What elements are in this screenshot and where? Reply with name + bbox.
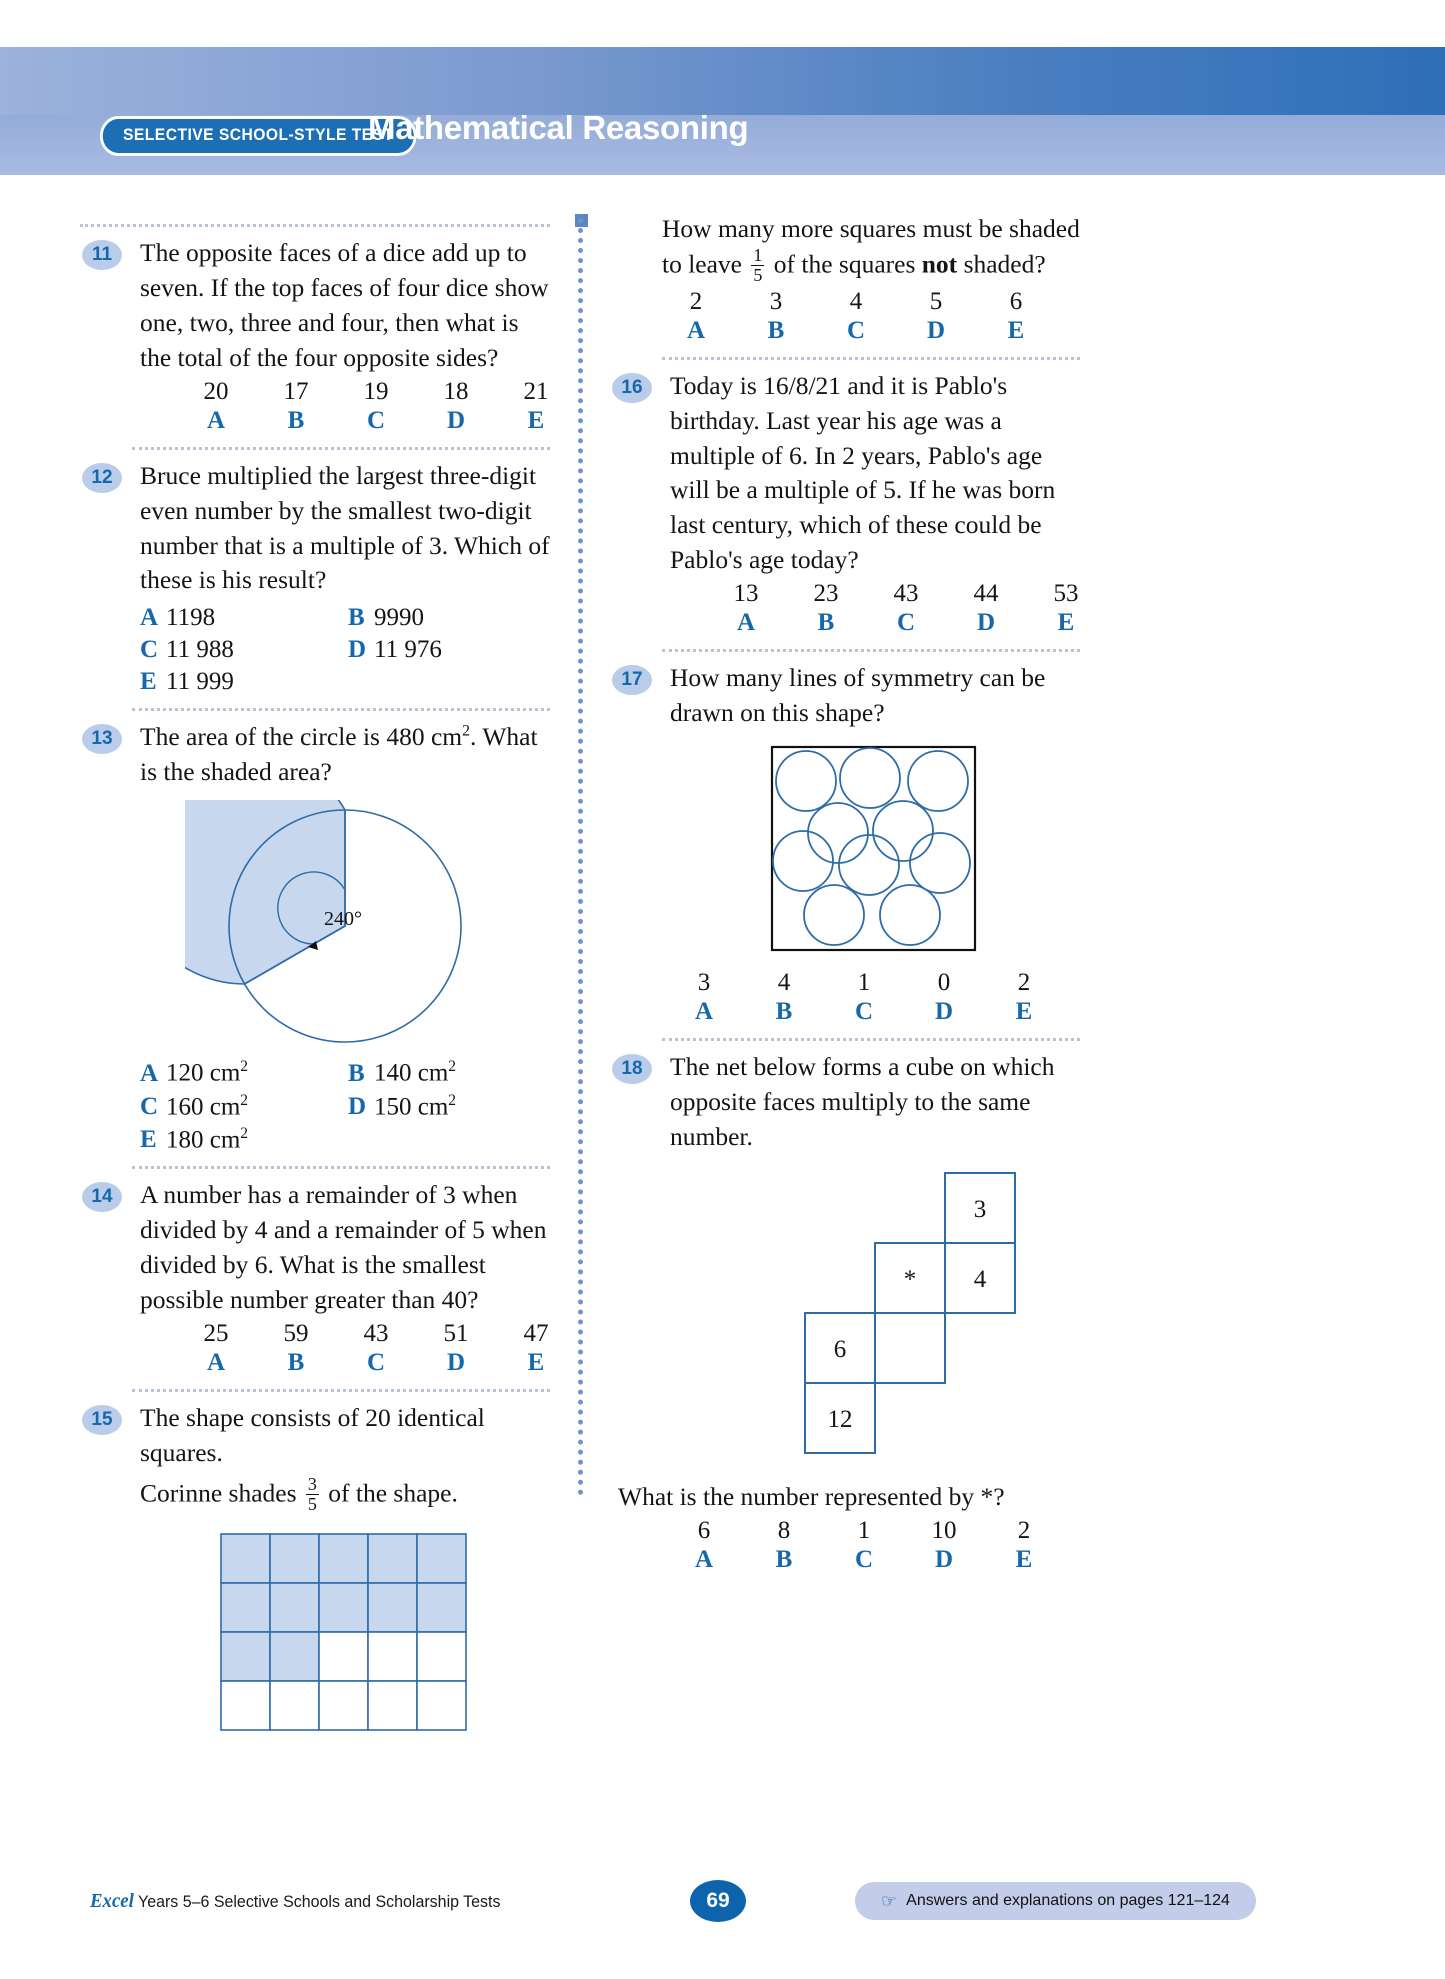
bounding-square <box>772 747 975 950</box>
option-letter[interactable]: E <box>1007 316 1025 344</box>
option-letter[interactable]: D <box>934 1545 954 1573</box>
option-value: 11 976 <box>374 636 442 664</box>
question-separator <box>662 357 1080 360</box>
option-letter[interactable]: B <box>775 998 793 1026</box>
continuation-text-mid: of the squares <box>773 249 916 279</box>
shape-grid-figure <box>140 1533 550 1733</box>
question-text: The net below forms a cube on which opposite faces multiply to the same number. <box>670 1052 1055 1151</box>
option-letter[interactable]: C <box>366 1348 386 1376</box>
pie-240-svg <box>185 800 505 1052</box>
page-header-band <box>0 47 1445 207</box>
question-text: Today is 16/8/21 and it is Pablo's birthday. Last year his age was a multiple of 6. In 2 years, Pablo's age will be a multiple of 5. If he was born last century, which of these could be Pablo's age today? <box>670 370 1056 575</box>
superscript-2: 2 <box>240 1058 249 1076</box>
option-value[interactable]: 3 <box>769 287 783 315</box>
option-letter[interactable]: E <box>1015 998 1033 1026</box>
question-separator <box>132 1166 550 1169</box>
grid-cell-empty <box>270 1681 319 1730</box>
option-letter[interactable]: E <box>527 1348 545 1376</box>
option-value[interactable]: 47 <box>523 1319 549 1347</box>
grid-cell-shaded <box>417 1534 466 1583</box>
option-value: 11 999 <box>166 668 234 696</box>
grid-cell-shaded <box>221 1534 270 1583</box>
option-d[interactable] <box>348 1092 556 1121</box>
option-letter[interactable]: B <box>775 1545 793 1573</box>
grid-cells <box>221 1534 466 1730</box>
option-a[interactable] <box>140 604 348 632</box>
question-separator <box>80 224 550 227</box>
grid-cell-empty <box>417 1681 466 1730</box>
option-value[interactable]: 2 <box>689 287 703 315</box>
option-letter: B <box>348 1059 365 1087</box>
grid-cell-empty <box>319 1681 368 1730</box>
page-number-badge: 69 <box>690 1880 746 1922</box>
superscript-2: 2 <box>448 1058 457 1076</box>
option-value[interactable]: 51 <box>443 1319 469 1347</box>
option-value[interactable]: 6 <box>1009 287 1023 315</box>
grid-cell-shaded <box>221 1632 270 1681</box>
continuation-text-before: How many more squares must be shaded to leave <box>662 214 1080 279</box>
question-number: 12 <box>82 463 122 493</box>
question-text-before: The area of the circle is 480 cm <box>140 722 463 752</box>
option-letter: C <box>140 636 159 664</box>
option-letter: D <box>348 636 367 664</box>
option-letter[interactable]: A <box>694 998 714 1026</box>
option-value[interactable]: 4 <box>849 287 863 315</box>
answer-options-grid[interactable] <box>140 1058 550 1154</box>
superscript-2: 2 <box>462 722 471 740</box>
question-separator <box>132 708 550 711</box>
answer-options-grid[interactable] <box>140 604 550 696</box>
option-value[interactable]: 43 <box>363 1319 389 1347</box>
option-value: 180 cm <box>166 1126 241 1154</box>
question-number: 17 <box>612 665 652 695</box>
grid-cell-shaded <box>221 1583 270 1632</box>
option-value[interactable]: 2 <box>1017 969 1031 997</box>
option-value[interactable]: 10 <box>931 1516 957 1544</box>
answer-options-row[interactable] <box>656 288 1056 345</box>
question-18 <box>610 1050 1080 1574</box>
option-e[interactable] <box>140 1125 348 1154</box>
fraction-numerator: 1 <box>753 244 763 265</box>
question-separator <box>662 649 1080 652</box>
continuation-text-after: shaded? <box>963 249 1046 279</box>
fraction-three-fifths <box>306 1475 319 1514</box>
option-c[interactable] <box>140 1092 348 1121</box>
net-label-top: 3 <box>973 1195 987 1223</box>
grid-cell-shaded <box>319 1534 368 1583</box>
option-letter[interactable]: E <box>527 406 545 434</box>
question-text-line-1: The shape consists of 20 identical squares. <box>140 1402 485 1467</box>
option-letter[interactable]: C <box>846 316 866 344</box>
option-value[interactable]: 53 <box>1053 580 1079 608</box>
option-value[interactable]: 25 <box>203 1319 229 1347</box>
circles-in-square-figure <box>670 745 1080 955</box>
question-separator <box>662 1038 1080 1041</box>
option-value: 11 988 <box>166 636 234 664</box>
bold-not: not <box>921 249 958 279</box>
cube-net-figure <box>670 1171 1080 1476</box>
option-letter[interactable]: B <box>287 1348 305 1376</box>
option-letter[interactable]: D <box>926 316 946 344</box>
option-b[interactable] <box>348 1058 556 1087</box>
option-value[interactable]: 13 <box>733 580 759 608</box>
option-value[interactable]: 59 <box>283 1319 309 1347</box>
brand-name: Excel <box>90 1890 134 1912</box>
footer-brand-line <box>90 1890 500 1913</box>
option-value[interactable]: 18 <box>443 377 469 405</box>
question-12 <box>80 459 550 697</box>
question-14 <box>80 1178 550 1377</box>
option-letter[interactable]: A <box>686 316 706 344</box>
option-value[interactable]: 23 <box>813 580 839 608</box>
superscript-2: 2 <box>448 1091 457 1109</box>
option-value: 1198 <box>166 604 216 632</box>
grid-cell-empty <box>368 1681 417 1730</box>
column-divider <box>578 218 583 1496</box>
question-text-line-2 <box>140 1473 550 1515</box>
answer-options-row[interactable] <box>176 1320 576 1377</box>
option-value[interactable]: 3 <box>697 969 711 997</box>
shade-text-after: of the shape. <box>328 1477 458 1507</box>
question-number: 11 <box>82 240 122 270</box>
option-letter: C <box>140 1092 159 1120</box>
option-value[interactable]: 0 <box>937 969 951 997</box>
question-text: How many lines of symmetry can be drawn on this shape? <box>670 663 1046 728</box>
answers-reference-text: Answers and explanations on pages 121–124 <box>906 1892 1230 1909</box>
question-number: 13 <box>82 724 122 754</box>
question-15-continuation <box>610 212 1080 345</box>
option-value[interactable]: 17 <box>283 377 309 405</box>
question-13 <box>80 720 550 1154</box>
question-text: The opposite faces of a dice add up to seven. If the top faces of four dice show one, two, three and four, then what is the total of the four opposite sides? <box>140 238 549 372</box>
page-footer <box>0 1880 1445 1940</box>
angle-label: 240° <box>324 908 362 931</box>
net-label-bottom: 12 <box>827 1405 853 1433</box>
question-follow-up: What is the number represented by *? <box>618 1481 1005 1511</box>
option-letter: D <box>348 1092 367 1120</box>
option-letter[interactable]: C <box>366 406 386 434</box>
circles-in-square-svg <box>770 745 980 955</box>
question-separator <box>132 447 550 450</box>
grid-cell-empty <box>417 1632 466 1681</box>
grid-cell-empty <box>319 1632 368 1681</box>
net-cell-blank <box>875 1313 945 1383</box>
circle-sector-figure <box>140 800 550 1052</box>
option-letter[interactable]: A <box>206 1348 226 1376</box>
fraction-one-fifth <box>751 246 764 285</box>
option-letter[interactable]: C <box>854 998 874 1026</box>
grid-cell-empty <box>221 1681 270 1730</box>
option-letter[interactable]: B <box>817 609 835 637</box>
grid-20-squares-svg <box>220 1533 470 1733</box>
question-separator <box>132 1389 550 1392</box>
option-value[interactable]: 44 <box>973 580 999 608</box>
pointing-hand-icon: ☞ <box>881 1890 898 1911</box>
question-number: 14 <box>82 1182 122 1212</box>
option-letter: E <box>140 1126 157 1154</box>
option-value[interactable]: 8 <box>777 1516 791 1544</box>
option-value: 160 cm <box>166 1092 241 1120</box>
test-style-badge: SELECTIVE SCHOOL-STYLE TEST <box>100 116 417 156</box>
series-name: Years 5–6 Selective Schools and Scholarship Tests <box>138 1892 501 1911</box>
fraction-numerator: 3 <box>307 1473 317 1494</box>
answer-options-row[interactable] <box>664 969 1064 1026</box>
option-value: 150 cm <box>374 1092 449 1120</box>
option-letter[interactable]: A <box>694 1545 714 1573</box>
question-11 <box>80 236 550 435</box>
superscript-2: 2 <box>240 1091 249 1109</box>
option-b[interactable] <box>348 604 556 632</box>
question-number: 15 <box>82 1405 122 1435</box>
question-number: 16 <box>612 373 652 403</box>
page-title: Mathematical Reasoning <box>368 109 749 146</box>
grid-cell-shaded <box>368 1534 417 1583</box>
shaded-sector <box>185 800 345 984</box>
option-letter[interactable]: C <box>854 1545 874 1573</box>
left-column <box>80 212 550 1737</box>
option-letter: B <box>348 604 365 632</box>
option-letter: E <box>140 668 157 696</box>
option-letter[interactable]: D <box>446 1348 466 1376</box>
net-label-right: 4 <box>973 1265 987 1293</box>
option-value[interactable]: 19 <box>363 377 389 405</box>
grid-cell-shaded <box>270 1632 319 1681</box>
grid-cell-shaded <box>319 1583 368 1632</box>
option-letter[interactable]: D <box>976 609 996 637</box>
grid-cell-empty <box>368 1632 417 1681</box>
option-letter[interactable]: A <box>206 406 226 434</box>
option-value[interactable]: 20 <box>203 377 229 405</box>
option-e[interactable] <box>140 668 348 696</box>
superscript-2: 2 <box>240 1124 249 1142</box>
question-text <box>140 720 550 790</box>
question-text: Bruce multiplied the largest three-digit even number by the smallest two-digit number that is a multiple of 3. Which of these is his result? <box>140 460 550 595</box>
option-value[interactable]: 21 <box>523 377 549 405</box>
option-a[interactable] <box>140 1058 348 1087</box>
option-value[interactable]: 1 <box>857 969 871 997</box>
option-d[interactable] <box>348 636 556 664</box>
fraction-denominator: 5 <box>307 1493 317 1514</box>
option-letter: A <box>140 604 159 632</box>
option-letter[interactable]: E <box>1015 1545 1033 1573</box>
question-text-after: . What is the shaded area? <box>140 722 538 787</box>
option-letter[interactable]: B <box>287 406 305 434</box>
option-value[interactable]: 43 <box>893 580 919 608</box>
option-value: 9990 <box>374 604 424 632</box>
fraction-denominator: 5 <box>753 264 763 285</box>
option-value: 120 cm <box>166 1059 241 1087</box>
right-column <box>610 212 1080 1578</box>
option-value[interactable]: 2 <box>1017 1516 1031 1544</box>
option-value[interactable]: 5 <box>929 287 943 315</box>
option-value[interactable]: 1 <box>857 1516 871 1544</box>
option-letter[interactable]: D <box>934 998 954 1026</box>
cube-net-svg <box>670 1171 1080 1471</box>
grid-cell-shaded <box>270 1534 319 1583</box>
answers-reference-pill[interactable] <box>855 1882 1256 1920</box>
header-top-gradient <box>0 47 1445 115</box>
grid-cell-shaded <box>417 1583 466 1632</box>
grid-cell-shaded <box>270 1583 319 1632</box>
answer-options-row[interactable] <box>706 580 1106 637</box>
question-15 <box>80 1401 550 1733</box>
option-letter[interactable]: B <box>767 316 785 344</box>
option-c[interactable] <box>140 636 348 664</box>
question-17 <box>610 661 1080 1026</box>
option-letter: A <box>140 1059 159 1087</box>
option-value: 140 cm <box>374 1059 449 1087</box>
option-letter[interactable]: D <box>446 406 466 434</box>
option-letter[interactable]: C <box>896 609 916 637</box>
shade-text-before: Corinne shades <box>140 1477 297 1507</box>
grid-cell-shaded <box>368 1583 417 1632</box>
net-label-star: * <box>903 1265 917 1293</box>
question-16 <box>610 369 1080 638</box>
answer-options-row[interactable] <box>176 378 576 435</box>
net-label-mid: 6 <box>833 1335 847 1363</box>
sample-test-label: SAMPLE TEST 1 <box>150 175 382 207</box>
question-number: 18 <box>612 1054 652 1084</box>
answer-options-row[interactable] <box>664 1517 1064 1574</box>
option-value[interactable]: 6 <box>697 1516 711 1544</box>
option-letter[interactable]: E <box>1057 609 1075 637</box>
question-text: A number has a remainder of 3 when divided by 4 and a remainder of 5 when divided by 6. What is the smallest possible number greater than 40? <box>140 1180 547 1314</box>
question-text <box>662 212 1080 286</box>
option-letter[interactable]: A <box>736 609 756 637</box>
option-value[interactable]: 4 <box>777 969 791 997</box>
